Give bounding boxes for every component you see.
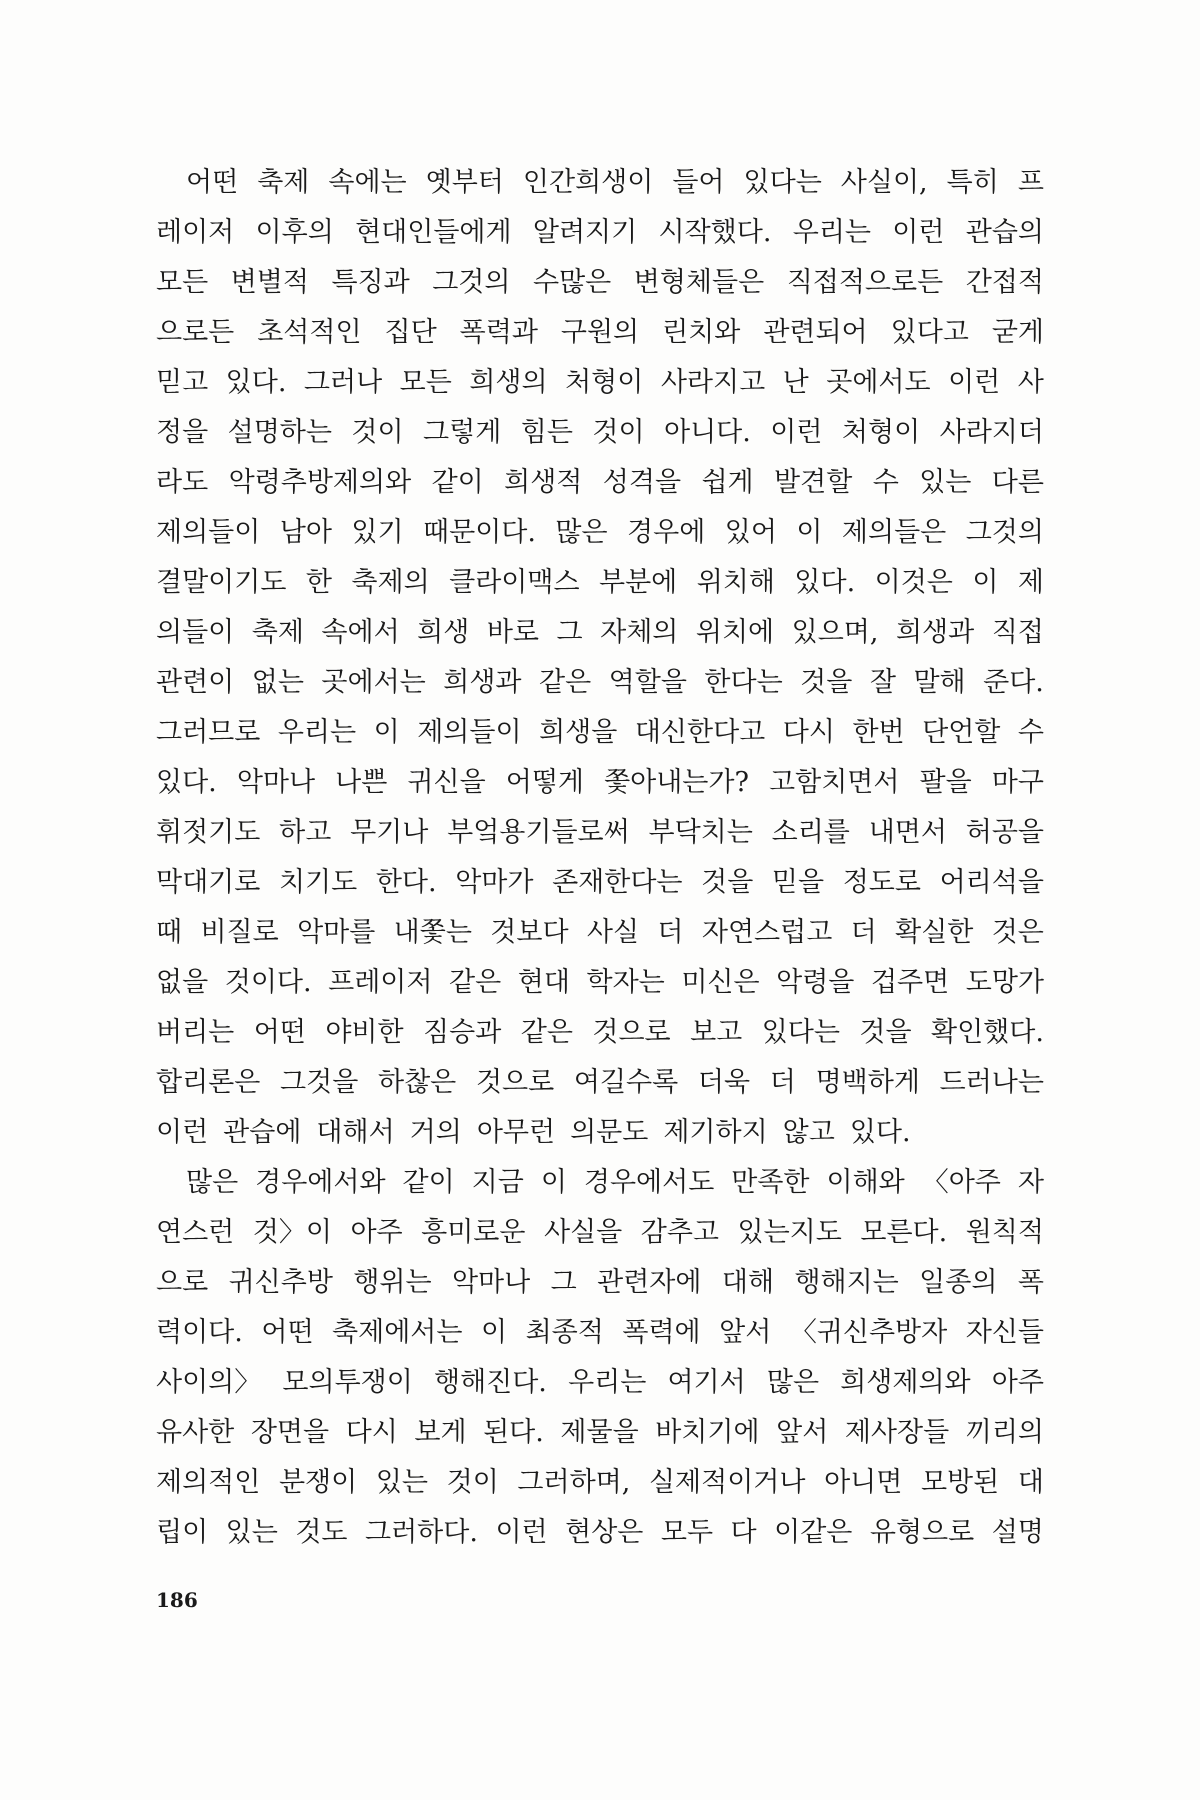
word: 단언할 [922, 717, 1001, 748]
word: 더 [769, 1067, 796, 1098]
word: 있다고 [890, 317, 969, 348]
word: 것이다. [224, 967, 312, 998]
word: 변별적 [230, 267, 309, 298]
word: 모든 [156, 267, 209, 298]
word: 있는 [225, 1517, 278, 1548]
word: 막대기로 [156, 867, 261, 898]
word: 같은 [520, 1017, 573, 1048]
word: 많은 [766, 1367, 820, 1398]
word: 같은 [449, 967, 502, 998]
word: 비질로 [200, 917, 279, 948]
word: 명백하게 [815, 1067, 920, 1098]
word: 직접 [991, 617, 1044, 648]
word: 팔을 [919, 767, 972, 798]
word: 사이의〉 [156, 1367, 262, 1398]
word: 남아 [279, 517, 332, 548]
word: 더 [850, 917, 877, 948]
word: 마구 [991, 767, 1044, 798]
word: 관련되어 [763, 317, 868, 348]
word: 악령을 [776, 967, 855, 998]
word: 희생과 [895, 617, 975, 648]
word: 모른다. [860, 1217, 948, 1248]
word: 흥미로운 [421, 1217, 526, 1248]
word: 한다는 [704, 667, 783, 698]
word: 아니다. [663, 417, 751, 448]
word: 레이저 [156, 217, 235, 248]
word: 한 [305, 567, 332, 598]
body-text [156, 158, 1044, 1558]
word: 확인했다. [931, 1017, 1044, 1048]
word: 같은 [539, 667, 592, 698]
word: 들어 [672, 167, 725, 198]
word: 경우에서와 [255, 1167, 386, 1198]
word: 어떤 [261, 1317, 314, 1348]
word: 특히 [946, 167, 999, 198]
word: 그렇게 [423, 417, 502, 448]
word: 행해지는 [794, 1267, 899, 1298]
word: 최종적 [525, 1317, 604, 1348]
word: 희생적 [504, 467, 583, 498]
text-line [156, 358, 1044, 408]
word: 그것의 [965, 517, 1044, 548]
word: 의문도 [570, 1117, 649, 1148]
word: 제의적인 [156, 1467, 261, 1498]
word: 처형이 [565, 367, 644, 398]
word: 실제적이거나 [648, 1467, 806, 1498]
word: 그러나 [303, 367, 383, 398]
word: 제 [1017, 567, 1044, 598]
word: 다 [730, 1517, 757, 1548]
word: 경우에 [627, 517, 706, 548]
word: 굳게 [991, 317, 1044, 348]
word: 정도로 [842, 867, 921, 898]
word: 사실을 [543, 1217, 623, 1248]
word: 있는 [919, 467, 972, 498]
word: 그 [550, 1267, 577, 1298]
word: 역할을 [608, 667, 687, 698]
word: 때 [156, 917, 183, 948]
word: 많은 [186, 1167, 239, 1198]
word: 이 [796, 517, 823, 548]
word: 연스런 [156, 1217, 235, 1248]
text-line [156, 208, 1044, 258]
word: 이런 [892, 217, 945, 248]
word: 어떤 [253, 1017, 306, 1048]
word: 력이다. [156, 1317, 243, 1348]
word: 모두 [660, 1517, 714, 1548]
word: 어리석을 [939, 867, 1044, 898]
word: 모방된 [920, 1467, 1000, 1498]
word: 존재한다는 [552, 867, 683, 898]
text-line [156, 258, 1044, 308]
word: 관습의 [965, 217, 1044, 248]
word: 부엌용기들로써 [447, 817, 630, 848]
word: 대 [1017, 1467, 1044, 1498]
word: 것으로 [592, 1017, 671, 1048]
word: 이 [540, 1167, 567, 1198]
word: 그러하며, [517, 1467, 631, 1498]
word: 여기서 [667, 1367, 746, 1398]
word: 것도 [295, 1517, 348, 1548]
text-line [156, 1408, 1044, 1458]
word: 모의투쟁이 [282, 1367, 413, 1398]
word: 때문이다. [423, 517, 536, 548]
word: 있어 [724, 517, 777, 548]
word: 립이 [156, 1517, 209, 1548]
word: 발견할 [774, 467, 853, 498]
word: 행해진다. [433, 1367, 547, 1398]
text-line [156, 1308, 1044, 1358]
word: 희생의 [469, 367, 548, 398]
word: 폭력과 [459, 317, 538, 348]
word: 관련이 [156, 667, 235, 698]
word: 준다. [983, 667, 1044, 698]
word: 악마를 [297, 917, 376, 948]
word: 〈아주 [921, 1167, 1001, 1198]
word: 축제의 [351, 567, 430, 598]
word: 것보다 [490, 917, 569, 948]
word: 프레이저 [328, 967, 433, 998]
word: 현대 [517, 967, 570, 998]
word: 쉽게 [701, 467, 754, 498]
word: 있다. [225, 367, 287, 398]
word: 그 [556, 617, 583, 648]
word: 것을 [859, 1017, 912, 1048]
word: 폭 [1017, 1267, 1044, 1298]
word: 특징과 [331, 267, 410, 298]
word: 희생과 [443, 667, 522, 698]
word: 없는 [251, 667, 304, 698]
word: 우리는 [277, 717, 357, 748]
word: 위치해 [696, 567, 775, 598]
word: 옛부터 [425, 167, 504, 198]
word: 대신한다고 [634, 717, 766, 748]
word: 초석적인 [257, 317, 362, 348]
word: 있는 [375, 1467, 428, 1498]
word: 것이 [446, 1467, 499, 1498]
word: 제의들이 [156, 517, 261, 548]
word: 이런 [948, 367, 1001, 398]
text-line [156, 158, 1044, 208]
word: 곳에서도 [826, 367, 931, 398]
word: 여길수록 [573, 1067, 679, 1098]
word: 으로든 [156, 317, 235, 348]
word: 자체의 [600, 617, 679, 648]
text-line [156, 958, 1044, 1008]
word: 있다. [156, 767, 217, 798]
word: 제기하지 [663, 1117, 768, 1148]
text-line [156, 1208, 1044, 1258]
word: 변형체들은 [633, 267, 765, 298]
word: 있다. [794, 567, 856, 598]
word: 알려지기 [532, 217, 638, 248]
word: 수 [872, 467, 899, 498]
word: 허공을 [965, 817, 1044, 848]
word: 드러나는 [939, 1067, 1044, 1098]
text-line [156, 408, 1044, 458]
text-line [156, 1458, 1044, 1508]
word: 거의 [409, 1117, 462, 1148]
word: 것은 [991, 917, 1044, 948]
word: 그러므로 [156, 717, 261, 748]
word: 희생제의와 [840, 1367, 971, 1398]
word: 무기나 [350, 817, 429, 848]
word: 한다. [375, 867, 437, 898]
word: 아주 [991, 1367, 1044, 1398]
word: 축제에서는 [332, 1317, 463, 1348]
word: 사실 [586, 917, 640, 948]
word: 않고 [782, 1117, 835, 1148]
word: 수많은 [532, 267, 612, 298]
text-line [156, 908, 1044, 958]
word: 부분에 [599, 567, 678, 598]
word: 있는지도 [737, 1217, 842, 1248]
word: 지금 [471, 1167, 524, 1198]
word: 유사한 [156, 1417, 235, 1448]
word: 현상은 [565, 1517, 644, 1548]
word: 이런 [770, 417, 823, 448]
word: 난 [782, 367, 809, 398]
word: 자 [1017, 1167, 1044, 1198]
text-line [156, 1008, 1044, 1058]
word: 그것을 [280, 1067, 359, 1098]
word: 분쟁이 [278, 1467, 358, 1498]
word: 것을 [701, 867, 754, 898]
word: 도망가 [965, 967, 1044, 998]
word: 수 [1017, 717, 1044, 748]
word: 희생을 [539, 717, 618, 748]
word: 나쁜 [335, 767, 388, 798]
text-line [156, 1058, 1044, 1108]
word: 관습에 [223, 1117, 302, 1148]
word: 부닥치는 [648, 817, 753, 848]
word: 이해와 [826, 1167, 905, 1198]
word: 아니면 [824, 1467, 903, 1498]
word: 장면을 [250, 1417, 330, 1448]
word: 시작했다. [658, 217, 772, 248]
word: 집단 [384, 317, 437, 348]
word: 있기 [351, 517, 404, 548]
word: 만족한 [731, 1167, 810, 1198]
page-number: 186 [156, 1588, 198, 1612]
text-line [156, 808, 1044, 858]
word: 인간희생이 [522, 167, 654, 198]
word: 제물을 [560, 1417, 639, 1448]
word: 것이 [592, 417, 645, 448]
word: 희생 [417, 617, 470, 648]
word: 대해 [721, 1267, 775, 1298]
word: 믿고 [156, 367, 209, 398]
word: 보게 [414, 1417, 467, 1448]
word: 우리는 [568, 1367, 647, 1398]
word: 어떻게 [505, 767, 584, 798]
word: 이 [373, 717, 400, 748]
word: 것이 [351, 417, 404, 448]
word: 다시 [782, 717, 835, 748]
word: 합리론은 [156, 1067, 261, 1098]
word: 야비한 [325, 1017, 404, 1048]
word: 쫓아내는가? [604, 767, 749, 798]
word: 있다. [849, 1117, 911, 1148]
word: 의들이 [156, 617, 235, 648]
word: 겁주면 [870, 967, 950, 998]
word: 같이 [402, 1167, 455, 1198]
word: 귀신을 [407, 767, 486, 798]
word: 악마가 [455, 867, 534, 898]
text-line [156, 1358, 1044, 1408]
word: 바로 [486, 617, 540, 648]
word: 축제 [257, 167, 310, 198]
word: 힘든 [520, 417, 573, 448]
word: 속에는 [328, 167, 407, 198]
word: 위치에 [695, 617, 775, 648]
word: 라도 [156, 467, 209, 498]
word: 많은 [555, 517, 608, 548]
word: 축제 [251, 617, 304, 648]
word: 현대인들에게 [355, 217, 512, 248]
word: 악마나 [236, 767, 316, 798]
word: 같이 [431, 467, 484, 498]
word: 악마나 [451, 1267, 531, 1298]
word: 내쫓는 [393, 917, 472, 948]
word: 이 [972, 567, 999, 598]
word: 더 [657, 917, 684, 948]
word: 더욱 [697, 1067, 751, 1098]
text-line [156, 858, 1044, 908]
word: 곳에서는 [321, 667, 426, 698]
word: 자신들 [965, 1317, 1044, 1348]
word: 성격을 [602, 467, 682, 498]
word: 대해서 [316, 1117, 395, 1148]
word: 앞서 [719, 1317, 772, 1348]
word: 하찮은 [377, 1067, 457, 1098]
text-line [156, 308, 1044, 358]
word: 한번 [852, 717, 905, 748]
word: 제의들은 [841, 517, 947, 548]
word: 린치와 [662, 317, 741, 348]
word: 일종의 [919, 1267, 998, 1298]
word: 우리는 [792, 217, 871, 248]
word: 원칙적 [965, 1217, 1044, 1248]
word: 결말이기도 [156, 567, 287, 598]
word: 제사장들 [844, 1417, 950, 1448]
word: 앞서 [776, 1417, 829, 1448]
word: 것으로 [475, 1067, 555, 1098]
word: 유형으로 [869, 1517, 975, 1548]
word: 모든 [399, 367, 452, 398]
word: 정을 [156, 417, 209, 448]
word: 악령추방제의와 [228, 467, 412, 498]
word: 사라지더 [939, 417, 1044, 448]
word: 감추고 [640, 1217, 719, 1248]
word: 소리를 [771, 817, 850, 848]
word: 어떤 [186, 167, 239, 198]
word: 없을 [156, 967, 209, 998]
text-line [156, 1158, 1044, 1208]
word: 믿을 [771, 867, 825, 898]
word: 자연스럽고 [701, 917, 833, 948]
text-line [156, 558, 1044, 608]
text-line [156, 608, 1044, 658]
word: 이후의 [255, 217, 334, 248]
word: 설명 [991, 1517, 1044, 1548]
word: 내면서 [868, 817, 947, 848]
word: 관련자에 [597, 1267, 702, 1298]
word: 클라이맥스 [449, 567, 580, 598]
word: 끼리의 [965, 1417, 1044, 1448]
word: 아주 [350, 1217, 403, 1248]
word: 〈귀신추방자 [789, 1317, 948, 1348]
word: 있으며, [791, 617, 879, 648]
word: 있다는 [743, 167, 822, 198]
word: 다시 [345, 1417, 398, 1448]
text-line [156, 458, 1044, 508]
word: 이런 [495, 1517, 548, 1548]
word: 아무런 [476, 1117, 556, 1148]
word: 말해 [913, 667, 966, 698]
word: 프 [1017, 167, 1044, 198]
word: 사라지고 [660, 367, 766, 398]
word: 그러하다. [365, 1517, 478, 1548]
word: 사실이, [840, 167, 928, 198]
word: 행위는 [353, 1267, 432, 1298]
word: 잘 [869, 667, 896, 698]
word: 경우에서도 [583, 1167, 715, 1198]
word: 다른 [991, 467, 1044, 498]
word: 있다는 [761, 1017, 840, 1048]
word: 귀신추방 [228, 1267, 333, 1298]
word: 보고 [690, 1017, 743, 1048]
text-line [156, 758, 1044, 808]
word: 직접적으로든 [786, 267, 944, 298]
word: 이 [480, 1317, 508, 1348]
text-line [156, 708, 1044, 758]
text-line [156, 1258, 1044, 1308]
word: 이런 [156, 1117, 209, 1148]
word: 그것의 [432, 267, 511, 298]
word: 것〉이 [252, 1217, 332, 1248]
text-line [156, 508, 1044, 558]
word: 확실한 [895, 917, 974, 948]
word: 하고 [279, 817, 332, 848]
word: 휘젓기도 [156, 817, 261, 848]
word: 고함치면서 [769, 767, 900, 798]
word: 짐승과 [423, 1017, 502, 1048]
word: 미신은 [681, 967, 760, 998]
text-line [156, 1508, 1044, 1558]
word: 치기도 [278, 867, 358, 898]
word: 이같은 [774, 1517, 853, 1548]
word: 으로 [156, 1267, 209, 1298]
word: 폭력에 [622, 1317, 701, 1348]
word: 것을 [800, 667, 853, 698]
word: 된다. [483, 1417, 544, 1448]
word: 구원의 [560, 317, 640, 348]
word: 이것은 [874, 567, 953, 598]
text-line [156, 1108, 1044, 1158]
word: 바치기에 [655, 1417, 760, 1448]
text-line [156, 658, 1044, 708]
word: 설명하는 [227, 417, 332, 448]
word: 사 [1017, 367, 1044, 398]
word: 간접적 [965, 267, 1044, 298]
word: 버리는 [156, 1017, 235, 1048]
word: 제의들이 [417, 717, 522, 748]
word: 학자는 [586, 967, 665, 998]
word: 속에서 [321, 617, 400, 648]
word: 처형이 [841, 417, 921, 448]
